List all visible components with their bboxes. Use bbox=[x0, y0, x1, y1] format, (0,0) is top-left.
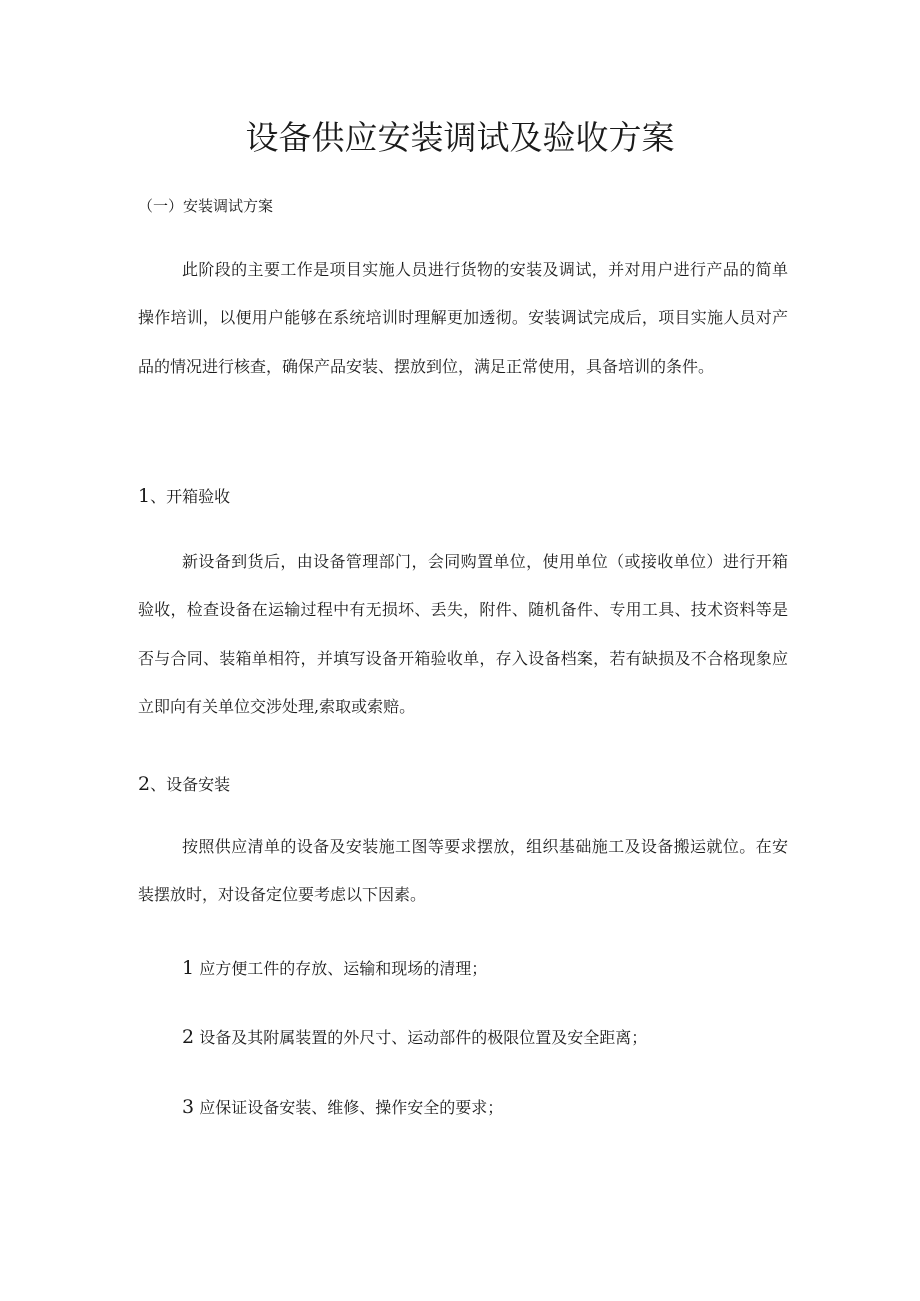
list-item-number: 2 bbox=[182, 1026, 195, 1048]
section-paragraph-installation: 按照供应清单的设备及安装施工图等要求摆放，组织基础施工及设备搬运就位。在安装摆放时，对设备定位要考虑以下因素。 bbox=[138, 837, 788, 905]
list-item bbox=[182, 1023, 788, 1052]
section-paragraph-unpacking: 新设备到货后，由设备管理部门，会同购置单位，使用单位（或接收单位）进行开箱验收，检查设备在运输过程中有无损坏、丢失，附件、随机备件、专用工具、技术资料等是否与合同、装箱单相符，并填写设备开箱验收单，存入设备档案，若有缺损及不合格现象应立即向有关单位交涉处理,索取或索赔。 bbox=[138, 552, 788, 717]
intro-paragraph: 此阶段的主要工作是项目实施人员进行货物的安装及调试，并对用户进行产品的简单操作培训，以便用户能够在系统培训时理解更加透彻。安装调试完成后，项目实施人员对产品的情况进行核查，确保产品安装、摆放到位，满足正常使用，具备培训的条件。 bbox=[138, 260, 788, 376]
section-number: 2 bbox=[138, 773, 151, 795]
list-item bbox=[182, 954, 788, 983]
list-item-text: 应保证设备安装、维修、操作安全的要求； bbox=[199, 1098, 504, 1117]
list-item-text: 应方便工件的存放、运输和现场的清理； bbox=[199, 959, 488, 978]
list-item bbox=[182, 1093, 788, 1122]
section-title: 、设备安装 bbox=[150, 775, 231, 794]
section-title: 、开箱验收 bbox=[150, 487, 231, 506]
section-heading-unpacking bbox=[138, 482, 230, 511]
section-number: 1 bbox=[138, 485, 151, 507]
document-title: 设备供应安装调试及验收方案 bbox=[245, 118, 675, 157]
list-item-number: 1 bbox=[182, 957, 195, 979]
section-heading-installation bbox=[138, 770, 230, 799]
list-item-number: 3 bbox=[182, 1096, 195, 1118]
list-item-text: 设备及其附属装置的外尺寸、运动部件的极限位置及安全距离； bbox=[199, 1028, 648, 1047]
subheading-installation-plan: （一）安装调试方案 bbox=[138, 197, 274, 215]
